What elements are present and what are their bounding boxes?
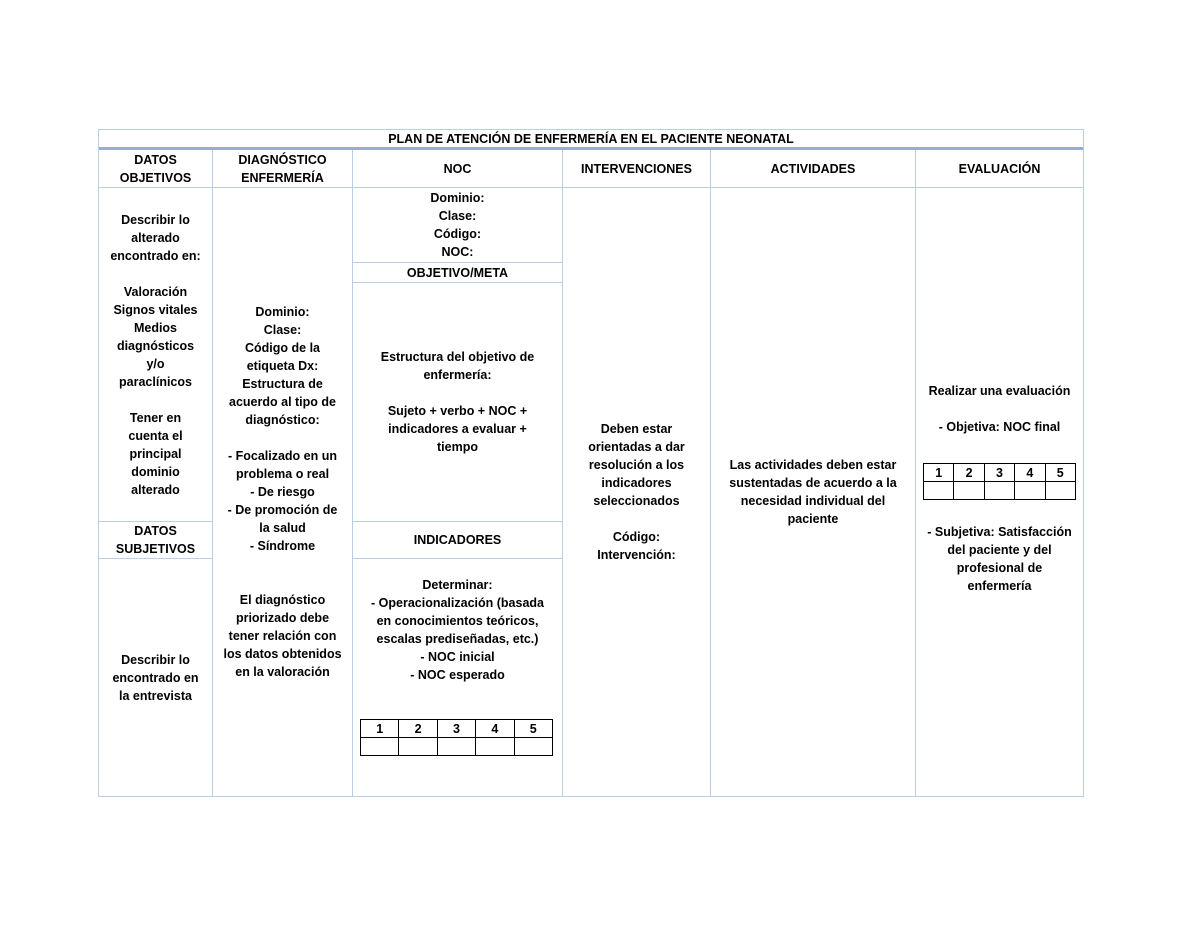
objetivo-meta-text: Estructura del objetivo de enfermería: Sujeto + verbo + NOC + indicadores a evaluar + tiempo [380, 350, 535, 454]
header-intervenciones: INTERVENCIONES [581, 161, 692, 176]
evaluacion-objetiva-text: Realizar una evaluación - Objetiva: NOC final [928, 384, 1071, 434]
scale-cell: 1 [924, 464, 954, 482]
scale-empty-cell [924, 482, 954, 500]
scale-cell: 2 [954, 464, 984, 482]
intervenciones-text: Deben estar orientadas a dar resolución a los indicadores seleccionados Código: Intervención: [588, 422, 685, 562]
table-title: PLAN DE ATENCIÓN DE ENFERMERÍA EN EL PACIENTE NEONATAL [388, 132, 794, 146]
scale-header-row [361, 720, 553, 738]
header-datos-subjetivos: DATOS SUBJETIVOS [115, 524, 196, 556]
scale-empty-cell [437, 738, 475, 756]
diagnostico-text: Dominio: Clase: Código de la etiqueta Dx: Estructura de acuerdo al tipo de diagnóstico: - Focalizado en un problema o real - De riesgo - De promoción de la salud - Síndrome El diagnóstico priorizado debe tener relación con los datos obtenidos en la valoración [223, 305, 342, 679]
scale-cell: 4 [1015, 464, 1045, 482]
scale-cell: 2 [399, 720, 437, 738]
header-noc: NOC [443, 161, 472, 176]
scale-cell: 4 [476, 720, 514, 738]
header-indicadores: INDICADORES [413, 533, 502, 547]
header-datos-objetivos: DATOS OBJETIVOS [119, 152, 192, 185]
evaluacion-scale-table [923, 463, 1076, 500]
header-diagnostico: DIAGNÓSTICO ENFERMERÍA [238, 152, 327, 185]
header-evaluacion: EVALUACIÓN [958, 161, 1041, 176]
scale-cell: 3 [437, 720, 475, 738]
scale-empty-cell [984, 482, 1014, 500]
scale-cell: 3 [984, 464, 1014, 482]
scale-header-row [924, 464, 1076, 482]
scale-value-row [924, 482, 1076, 500]
scale-empty-cell [1045, 482, 1075, 500]
header-objetivo-meta: OBJETIVO/META [406, 265, 509, 280]
indicadores-scale-table [360, 719, 553, 756]
scale-cell: 5 [514, 720, 552, 738]
evaluacion-subjetiva-text: - Subjetiva: Satisfacción del paciente y del profesional de enfermería [927, 525, 1072, 593]
header-actividades: ACTIVIDADES [770, 161, 856, 176]
actividades-text: Las actividades deben estar sustentadas de acuerdo a la necesidad individual del paciente [729, 458, 897, 526]
indicadores-text: Determinar: - Operacionalización (basada en conocimientos teóricos, escalas prediseñadas, etc.) - NOC inicial - NOC esperado [371, 578, 544, 682]
scale-cell: 5 [1045, 464, 1075, 482]
column-divider [915, 150, 916, 796]
scale-empty-cell [954, 482, 984, 500]
indicadores-bottom-divider [353, 558, 562, 559]
scale-empty-cell [476, 738, 514, 756]
scale-empty-cell [514, 738, 552, 756]
scale-empty-cell [361, 738, 399, 756]
scale-cell: 1 [361, 720, 399, 738]
datos-subjetivos-text: Describir lo encontrado en la entrevista [112, 652, 199, 703]
noc-dominio-text: Dominio: Clase: Código: NOC: [430, 191, 485, 259]
scale-empty-cell [1015, 482, 1045, 500]
scale-value-row [361, 738, 553, 756]
datos-objetivos-text: Describir lo alterado encontrado en: Valoración Signos vitales Medios diagnósticos y/o paraclínicos Tener en cuenta el principal dominio alterado [110, 212, 201, 497]
scale-empty-cell [399, 738, 437, 756]
